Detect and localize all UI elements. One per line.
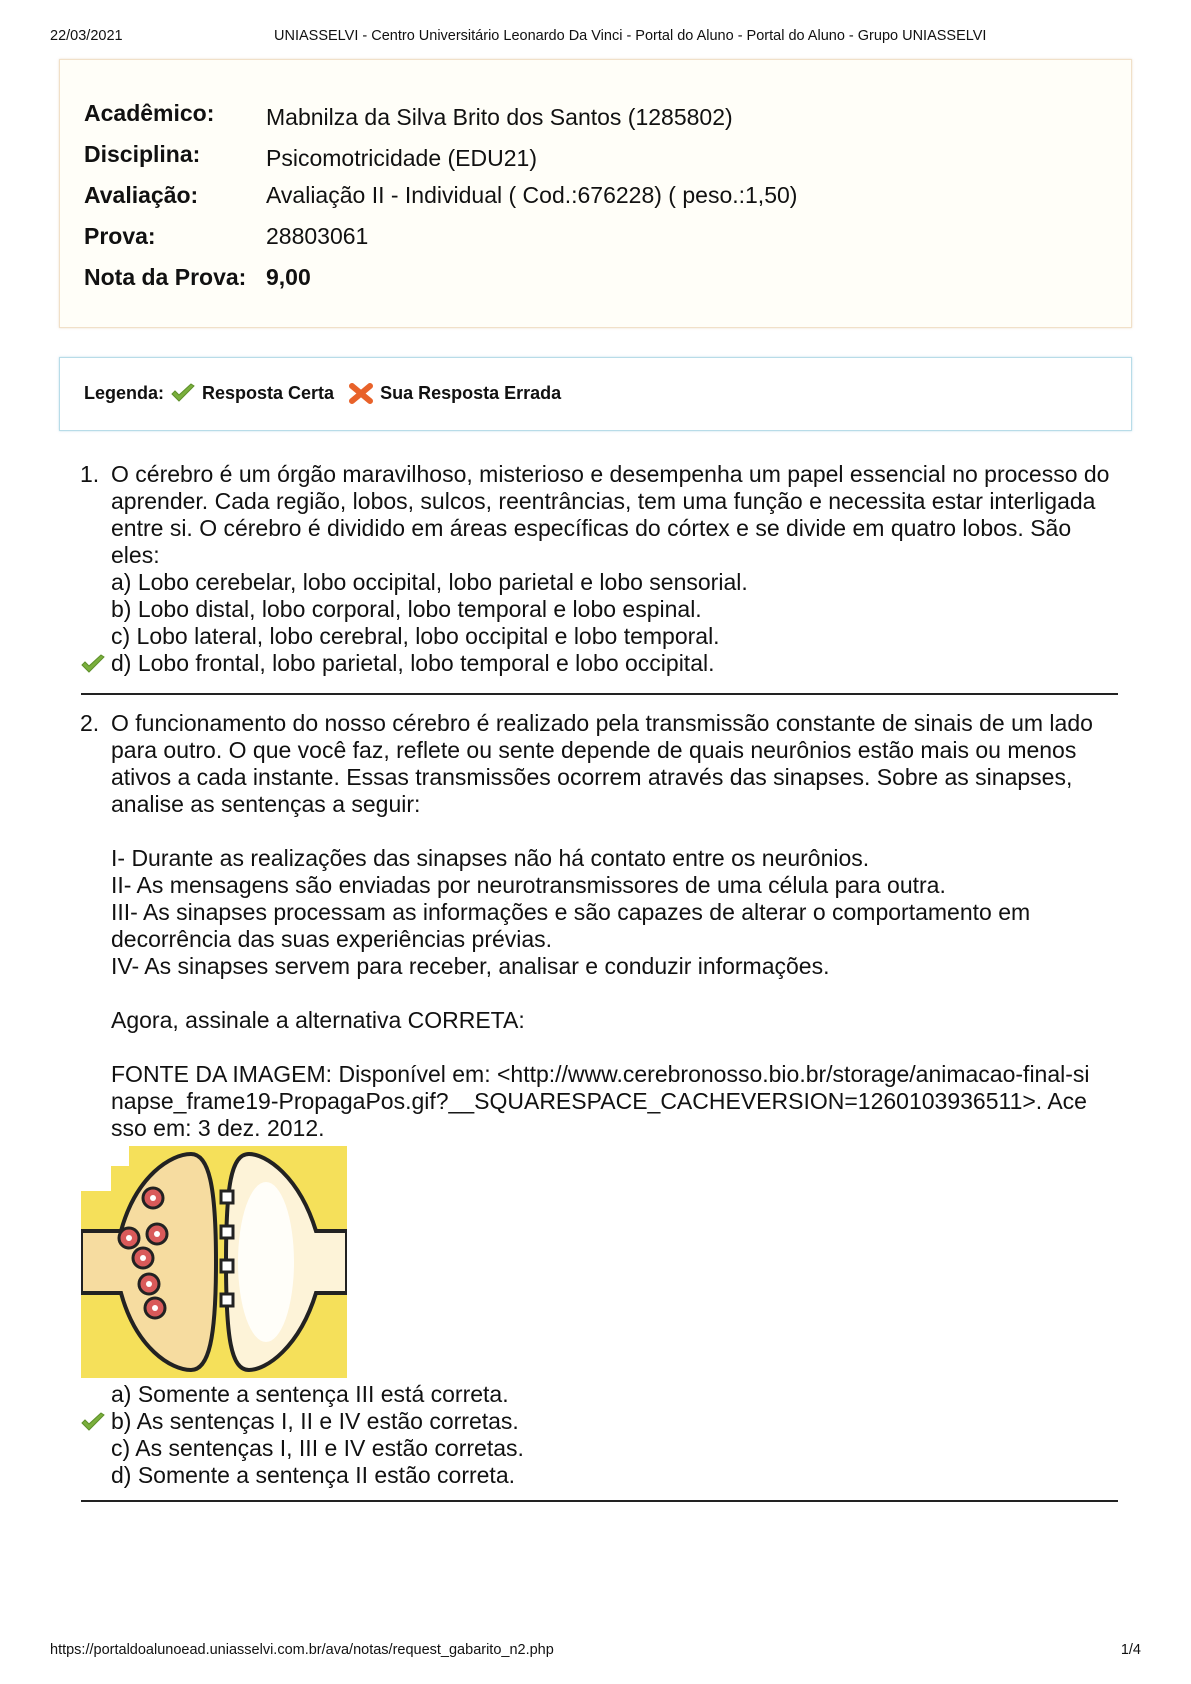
legend-label: Legenda: <box>84 382 165 403</box>
alternative-d: d) Lobo frontal, lobo parietal, lobo temporal e lobo occipital. <box>111 650 715 676</box>
alternative-c: c) Lobo lateral, lobo cerebral, lobo occipital e lobo temporal. <box>111 623 720 649</box>
page-number: 1/4 <box>1120 1642 1141 1658</box>
print-header <box>0 28 1191 48</box>
statement-2: II- As mensagens são enviadas por neurotransmissores de uma célula para outra. <box>111 872 946 898</box>
alternative-b: b) Lobo distal, lobo corporal, lobo temporal e lobo espinal. <box>111 596 702 622</box>
prova-value: 28803061 <box>266 223 369 249</box>
question-2-alternatives <box>80 1381 1120 1491</box>
academico-value: Mabnilza da Silva Brito dos Santos (1285802) <box>266 104 733 130</box>
question-number: 1. <box>80 461 100 487</box>
question-instruction: Agora, assinale a alternativa CORRETA: <box>111 1007 525 1033</box>
check-icon <box>80 1412 106 1432</box>
statement-1: I- Durante as realizações das sinapses não há contato entre os neurônios. <box>111 845 870 871</box>
legend-correct: Resposta Certa <box>202 382 335 403</box>
check-icon <box>80 654 106 674</box>
alternative-c: c) As sentenças I, III e IV estão corretas. <box>111 1435 524 1461</box>
disciplina-value: Psicomotricidade (EDU21) <box>266 145 537 171</box>
disciplina-label: Disciplina: <box>84 141 201 167</box>
question-number: 2. <box>80 710 100 736</box>
print-title: UNIASSELVI - Centro Universitário Leonardo Da Vinci - Portal do Aluno - Portal do Aluno - Grupo UNIASSELVI <box>274 28 987 44</box>
prova-label: Prova: <box>84 223 156 249</box>
print-date: 22/03/2021 <box>50 28 123 44</box>
legend-wrong: Sua Resposta Errada <box>380 382 562 403</box>
alternatives-list <box>111 1381 524 1489</box>
student-info-box <box>59 59 1132 328</box>
synapse-image <box>81 1146 347 1378</box>
nota-value: 9,00 <box>266 264 311 290</box>
alternative-d-wrap <box>111 650 748 677</box>
avaliacao-value: Avaliação II - Individual ( Cod.:676228) ( peso.:1,50) <box>266 182 798 208</box>
alternative-a: a) Somente a sentença III está correta. <box>111 1381 509 1407</box>
question-text: O cérebro é um órgão maravilhoso, misterioso e desempenha um papel essencial no processo do aprender. Cada região, lobos, sulcos, reentrâncias, tem uma função e necessita estar interligada entre si. O cérebro é dividido em áreas específicas do córtex e se divide em quatro lobos. São eles: <box>111 461 1110 568</box>
avaliacao-label: Avaliação: <box>84 182 199 208</box>
check-icon <box>170 382 196 404</box>
alternative-d: d) Somente a sentença II estão correta. <box>111 1462 516 1488</box>
academico-label: Acadêmico: <box>84 100 215 126</box>
x-icon <box>348 382 374 404</box>
statement-3: III- As sinapses processam as informações e são capazes de alterar o comportamento em decorrência das suas experiências prévias. <box>111 899 1031 952</box>
statement-4: IV- As sinapses servem para receber, analisar e conduzir informações. <box>111 953 830 979</box>
alternative-b-wrap <box>111 1408 524 1435</box>
legend <box>84 382 561 404</box>
question-text <box>111 710 1111 1142</box>
page-url: https://portaldoalunoead.uniasselvi.com.br/ava/notas/request_gabarito_n2.php <box>50 1642 554 1658</box>
print-footer <box>0 1642 1191 1662</box>
legend-box <box>59 357 1132 431</box>
image-source: FONTE DA IMAGEM: Disponível em: <http://www.cerebronosso.bio.br/storage/animacao-final-sinapse_frame19-PropagaPos.gif?__SQUARESPACE_CACHEVERSION=1260103936511>. Acesso em: 3 dez. 2012. <box>111 1061 1090 1141</box>
alternative-a: a) Lobo cerebelar, lobo occipital, lobo parietal e lobo sensorial. <box>111 569 748 595</box>
question-separator <box>81 693 1118 695</box>
question-intro: O funcionamento do nosso cérebro é realizado pela transmissão constante de sinais de um lado para outro. O que você faz, reflete ou sente depende de quais neurônios estão mais ou menos ativos a cada instante. Essas transmissões ocorrem através das sinapses. Sobre as sinapses, analise as sentenças a seguir: <box>111 710 1093 817</box>
question-separator <box>81 1500 1118 1502</box>
alternatives-list <box>111 569 748 677</box>
alternative-b: b) As sentenças I, II e IV estão corretas. <box>111 1408 519 1434</box>
nota-label: Nota da Prova: <box>84 264 247 290</box>
